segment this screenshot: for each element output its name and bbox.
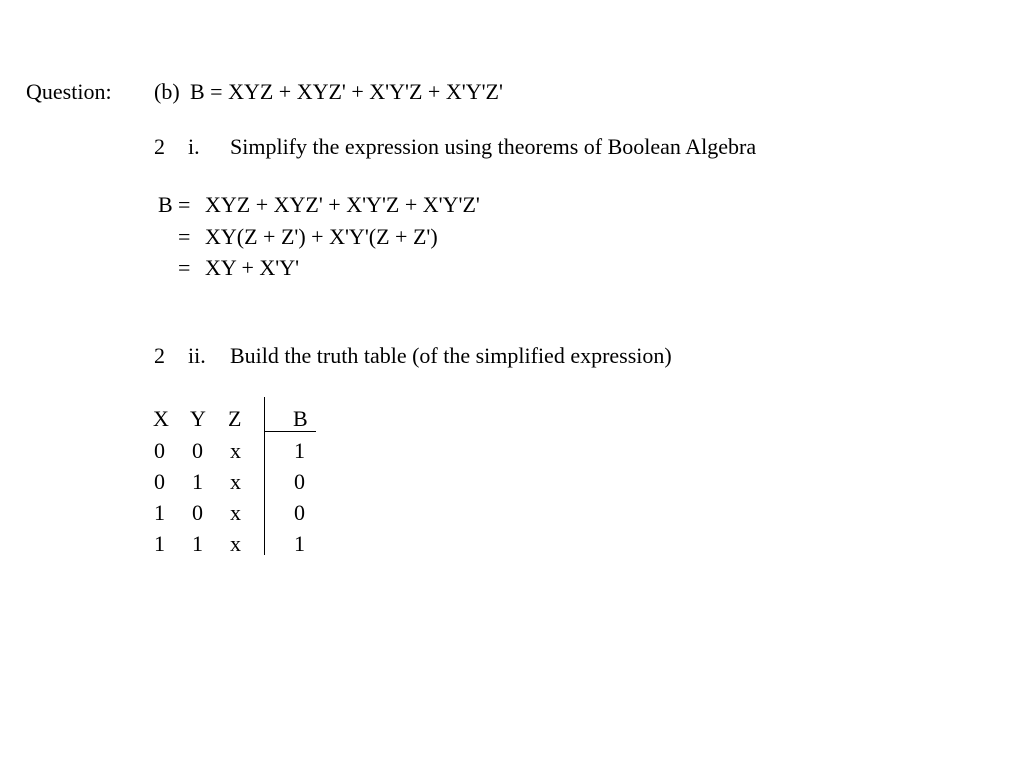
truth-table-cell: 0 xyxy=(294,469,305,494)
truth-table-cell: x xyxy=(230,531,241,556)
truth-table-cell: 1 xyxy=(154,531,165,556)
truth-table-cell: x xyxy=(230,438,241,463)
derivation-step-1-eq: = xyxy=(178,192,191,217)
truth-table-header-x: X xyxy=(153,406,169,431)
question-label: Question: xyxy=(26,79,112,104)
truth-table-cell: x xyxy=(230,500,241,525)
derivation-lhs: B xyxy=(158,192,173,217)
derivation-step-2-eq: = xyxy=(178,224,191,249)
derivation-step-3-expr: XY + X'Y' xyxy=(205,255,300,280)
truth-table-cell: 0 xyxy=(294,500,305,525)
truth-table-cell: 1 xyxy=(294,531,305,556)
truth-table-cell: 1 xyxy=(154,500,165,525)
truth-table-header-z: Z xyxy=(228,406,242,431)
truth-table-divider-vertical xyxy=(264,397,265,555)
part-i-roman: i. xyxy=(188,134,200,159)
truth-table-header-b: B xyxy=(293,406,308,431)
truth-table-cell: 0 xyxy=(192,500,203,525)
part-ii-number: 2 xyxy=(154,343,165,368)
derivation-step-1-expr: XYZ + XYZ' + X'Y'Z + X'Y'Z' xyxy=(205,192,480,217)
part-i-instruction: Simplify the expression using theorems of Boolean Algebra xyxy=(230,134,757,159)
truth-table-cell: 0 xyxy=(154,438,165,463)
question-part: (b) xyxy=(154,79,180,104)
part-i-number: 2 xyxy=(154,134,165,159)
truth-table-divider-horizontal xyxy=(264,431,316,432)
truth-table-cell: 1 xyxy=(192,469,203,494)
part-ii-instruction: Build the truth table (of the simplified expression) xyxy=(230,343,672,368)
derivation-step-3-eq: = xyxy=(178,255,191,280)
truth-table-cell: 1 xyxy=(294,438,305,463)
truth-table-cell: x xyxy=(230,469,241,494)
question-expression: B = XYZ + XYZ' + X'Y'Z + X'Y'Z' xyxy=(190,79,503,104)
truth-table-header-y: Y xyxy=(190,406,206,431)
truth-table-cell: 0 xyxy=(154,469,165,494)
truth-table-cell: 1 xyxy=(192,531,203,556)
derivation-step-2-expr: XY(Z + Z') + X'Y'(Z + Z') xyxy=(205,224,438,249)
truth-table-cell: 0 xyxy=(192,438,203,463)
part-ii-roman: ii. xyxy=(188,343,206,368)
